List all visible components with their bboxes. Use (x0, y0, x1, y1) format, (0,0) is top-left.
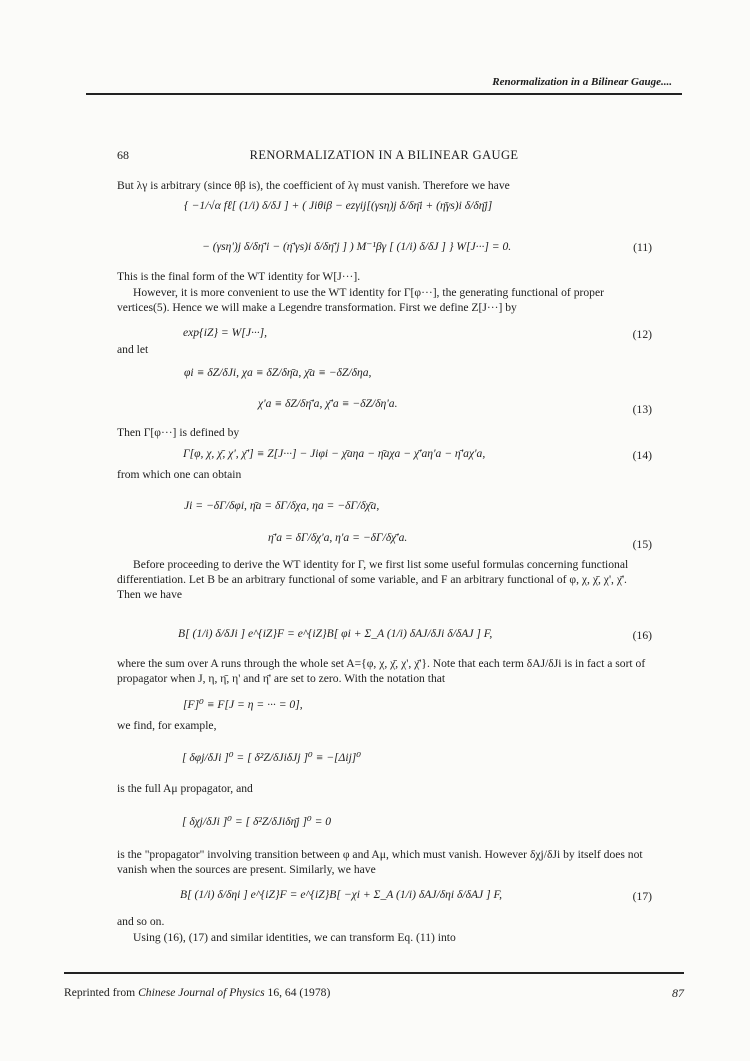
paragraph-3: However, it is more convenient to use the WT identity for Γ[φ···], the generating functional of proper vertices(5). Hence we will make a Legendre transformation. First we define Z[J···] by (117, 286, 604, 314)
paragraph-9: we find, for example, (117, 719, 217, 732)
journal-name: Chinese Journal of Physics (138, 986, 265, 999)
equation-15-line-1: Ji = −δΓ/δφi, η̄a = δΓ/δχa, ηa = −δΓ/δχ̄a, (184, 499, 380, 512)
equation-example-2: [ δχj/δJi ]⁰ = [ δ²Z/δJiδη̄j ]⁰ = 0 (182, 815, 332, 828)
paragraph-5: Then Γ[φ···] is defined by (117, 426, 240, 439)
journal-citation: 16, 64 (1978) (267, 986, 331, 999)
paragraph-12: and so on. (117, 915, 165, 928)
equation-13-line-1: φi ≡ δZ/δJi, χa ≡ δZ/δη̄a, χ̄a ≡ −δZ/δηa, (184, 366, 372, 379)
credit-prefix: Reprinted from (64, 986, 136, 999)
equation-11-line-2: − (γsη')j δ/δη̄'i − (η̄'γs)i δ/δη̄'j ] ) M⁻¹βγ [ (1/i) δ/δJ ] } W[J···] = 0. (202, 240, 512, 253)
equation-number-16: (16) (632, 629, 652, 642)
paragraph-13: Using (16), (17) and similar identities, we can transform Eq. (11) into (133, 931, 456, 944)
equation-12: exp{iZ} = W[J···], (183, 326, 268, 339)
page-number: 68 (117, 148, 129, 162)
equation-number-12: (12) (632, 328, 652, 341)
page-title: RENORMALIZATION IN A BILINEAR GAUGE (249, 148, 519, 162)
equation-15-line-2: η̄'a = δΓ/δχ'a, η'a = −δΓ/δχ̄'a. (268, 531, 408, 544)
equation-number-14: (14) (632, 449, 652, 462)
equation-13-line-2: χ'a ≡ δZ/δη̄'a, χ̄'a ≡ −δZ/δη'a. (258, 397, 398, 410)
folio-number: 87 (672, 986, 684, 1000)
equation-11-line-1: { −1/√α fℓ[ (1/i) δ/δJ ] + ( Jiθiβ − ezγij[(γsη)j δ/δη̄i + (η̄γs)i δ/δη̄j] (184, 199, 493, 212)
paragraph-8: where the sum over A runs through the whole set A={φ, χ, χ̄, χ', χ̄'}. Note that each term δAJ/δJi is in fact a sort of propagator when J, η, η̄, η' and η̄' are set to zero. With the notation that (117, 657, 646, 685)
paragraph-2: This is the final form of the WT identity for W[J···]. (117, 270, 361, 283)
equation-number-17: (17) (632, 890, 652, 903)
paragraph-10: is the full Aμ propagator, and (117, 782, 253, 795)
reprint-credit (64, 986, 330, 999)
paragraph-6: from which one can obtain (117, 468, 242, 481)
paragraph-1: But λγ is arbitrary (since θβ is), the coefficient of λγ must vanish. Therefore we have (117, 179, 510, 192)
paragraph-4: and let (117, 343, 149, 356)
paragraph-11: is the "propagator" involving transition between φ and Aμ, which must vanish. However δχj/δJi by itself does not vanish when the sources are present. Similarly, we have (117, 848, 643, 876)
footer-rule (64, 972, 684, 974)
equation-16: B[ (1/i) δ/δJi ] e^{iZ}F = e^{iZ}B[ φi + Σ_A (1/i) δAJ/δJi δ/δAJ ] F, (178, 627, 493, 640)
equation-number-13: (13) (632, 403, 652, 416)
header-rule (86, 93, 682, 95)
equation-14: Γ[φ, χ, χ̄, χ', χ̄'] ≡ Z[J···] − Jiφi − χ̄aηa − η̄aχa − χ̄'aη'a − η̄'aχ'a, (183, 447, 486, 460)
equation-example-1: [ δφj/δJi ]⁰ = [ δ²Z/δJiδJj ]⁰ ≡ −[Δij]⁰ (182, 751, 361, 764)
equation-notation: [F]⁰ ≡ F[J = η = ··· = 0], (183, 698, 303, 711)
equation-17: B[ (1/i) δ/δηi ] e^{iZ}F = e^{iZ}B[ −χi + Σ_A (1/i) δAJ/δηi δ/δAJ ] F, (180, 888, 502, 901)
equation-number-15: (15) (632, 538, 652, 551)
equation-number-11: (11) (633, 241, 652, 254)
running-head: Renormalization in a Bilinear Gauge.... (492, 76, 672, 88)
paragraph-7: Before proceeding to derive the WT identity for Γ, we first list some useful formulas concerning functional differentiation. Let B be an arbitrary functional of some variable, and F an arbitrary functional of φ, χ, χ̄, χ', χ̄'. Then we have (117, 558, 629, 601)
